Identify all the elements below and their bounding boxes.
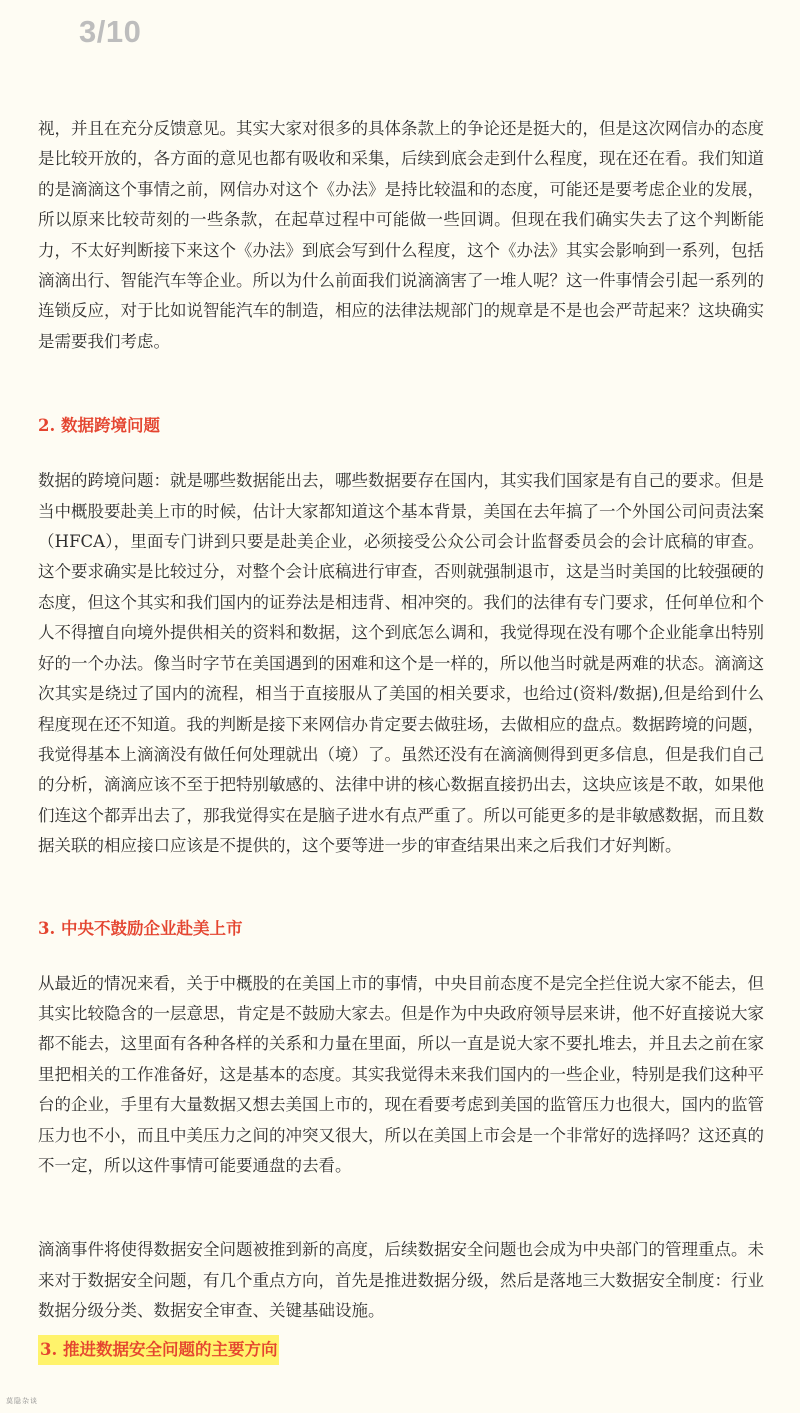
watermark: 莫隐杂谈 [6, 1397, 38, 1405]
paragraph-data-crossborder: 数据的跨境问题：就是哪些数据能出去，哪些数据要存在国内，其实我们国家是有自己的要求。但是当中概股要赴美上市的时候，估计大家都知道这个基本背景，美国在去年搞了一个外国公司问责法案（HFCA），里面专门讲到只要是赴美企业，必须接受公众公司会计监督委员会的会计底稿的审查。这个要求确实是比较过分，对整个会计底稿进行审查，否则就强制退市，这是当时美国的比较强硬的态度，但这个其实和我们国内的证券法是相违背、相冲突的。我们的法律有专门要求，任何单位和个人不得擅自向境外提供相关的资料和数据，这个到底怎么调和，我觉得现在没有哪个企业能拿出特别好的一个办法。像当时字节在美国遇到的困难和这个是一样的，所以他当时就是两难的状态。滴滴这次其实是绕过了国内的流程，相当于直接服从了美国的相关要求，也给过(资料/数据),但是给到什么程度现在还不知道。我的判断是接下来网信办肯定要去做驻场，去做相应的盘点。数据跨境的问题，我觉得基本上滴滴没有做任何处理就出（境）了。虽然还没有在滴滴侧得到更多信息，但是我们自己的分析，滴滴应该不至于把特别敏感的、法律中讲的核心数据直接扔出去，这块应该是不敢，如果他们连这个都弄出去了，那我觉得实在是脑子进水有点严重了。所以可能更多的是非敏感数据，而且数据关联的相应接口应该是不提供的，这个要等进一步的审查结果出来之后我们才好判断。 [38, 471, 764, 856]
article-body [38, 114, 764, 1365]
paragraph-us-listing: 从最近的情况来看，关于中概股的在美国上市的事情，中央目前态度不是完全拦住说大家不能去，但其实比较隐含的一层意思，肯定是不鼓励大家去。但是作为中央政府领导层来讲，他不好直接说大家都不能去，这里面有各种各样的关系和力量在里面，所以一直是说大家不要扎堆去，并且去之前在家里把相关的工作准备好，这是基本的态度。其实我觉得未来我们国内的一些企业，特别是我们这种平台的企业，手里有大量数据又想去美国上市的，现在看要考虑到美国的监管压力也很大，国内的监管压力也不小，而且中美压力之间的冲突又很大，所以在美国上市会是一个非常好的选择吗？这还真的不一定，所以这件事情可能要通盘的去看。 [38, 973, 764, 1175]
page-indicator: 3/10 [79, 14, 142, 49]
section-heading-data-crossborder: 2. 数据跨境问题 [38, 416, 160, 436]
paragraph-summary: 滴滴事件将使得数据安全问题被推到新的高度，后续数据安全问题也会成为中央部门的管理重点。未来对于数据安全问题，有几个重点方向，首先是推进数据分级，然后是落地三大数据安全制度：行业数据分级分类、数据安全审查、关键基础设施。 [38, 1240, 764, 1321]
paragraph-intro: 视，并且在充分反馈意见。其实大家对很多的具体条款上的争论还是挺大的，但是这次网信办的态度是比较开放的，各方面的意见也都有吸收和采集，后续到底会走到什么程度，现在还在看。我们知道的是滴滴这个事情之前，网信办对这个《办法》是持比较温和的态度，可能还是要考虑企业的发展，所以原来比较苛刻的一些条款，在起草过程中可能做一些回调。但现在我们确实失去了这个判断能力，不太好判断接下来这个《办法》到底会写到什么程度，这个《办法》其实会影响到一系列，包括滴滴出行、智能汽车等企业。所以为什么前面我们说滴滴害了一堆人呢？这一件事情会引起一系列的连锁反应，对于比如说智能汽车的制造，相应的法律法规部门的规章是不是也会严苛起来？这块确实是需要我们考虑。 [38, 119, 764, 351]
section-heading-us-listing: 3. 中央不鼓励企业赴美上市 [38, 918, 243, 938]
section-heading-highlighted: 3. 推进数据安全问题的主要方向 [38, 1335, 279, 1365]
